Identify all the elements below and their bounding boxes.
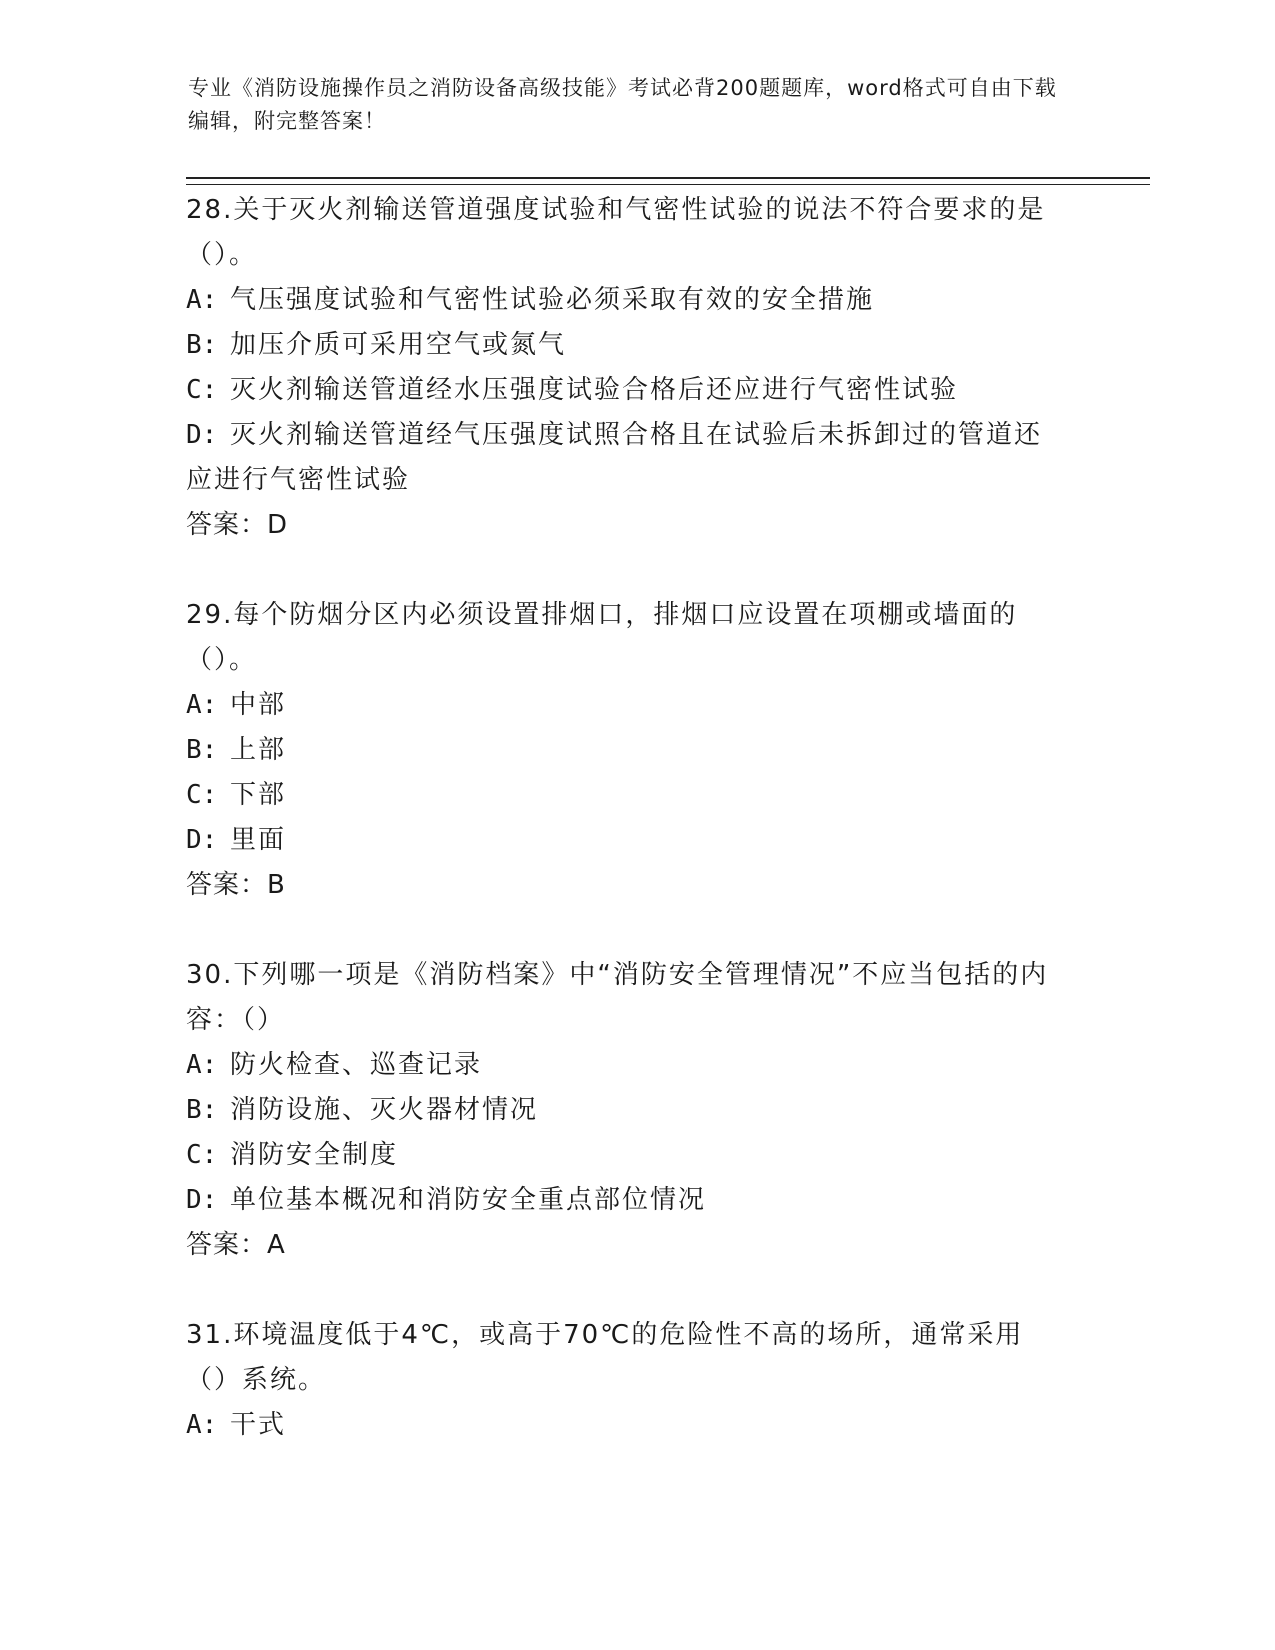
answer-value: B (267, 870, 286, 900)
question-text: 31.环境温度低于4℃，或高于70℃的危险性不高的场所，通常采用（）系统。 (186, 1320, 1024, 1395)
option-letter: C: (186, 780, 218, 810)
answer-label: 答案： (186, 1230, 268, 1260)
option-text: 干式 (230, 1410, 287, 1440)
option-text: 消防安全制度 (230, 1140, 399, 1170)
option-text: 灭火剂输送管道经水压强度试验合格后还应进行气密性试验 (230, 375, 959, 405)
option-d (186, 413, 1066, 503)
option-letter: D: (186, 1185, 218, 1215)
answer-value: A (267, 1230, 286, 1260)
question-list (186, 188, 1066, 1493)
option-text: 消防设施、灭火器材情况 (230, 1095, 539, 1125)
answer-value: D (267, 510, 289, 540)
answer-line (186, 863, 1066, 908)
question-text: 30.下列哪一项是《消防档案》中“消防安全管理情况”不应当包括的内容：（） (186, 960, 1049, 1035)
option-letter: B: (186, 330, 218, 360)
option-b (186, 1088, 1066, 1133)
option-b (186, 323, 1066, 368)
option-letter: D: (186, 420, 218, 450)
answer-line (186, 503, 1066, 548)
option-letter: C: (186, 375, 218, 405)
option-letter: A: (186, 690, 218, 720)
option-letter: A: (186, 1050, 218, 1080)
question-29 (186, 593, 1066, 908)
answer-line (186, 1223, 1066, 1268)
document-header: 专业《消防设施操作员之消防设备高级技能》考试必背200题题库，word格式可自由下载编辑，附完整答案！ (188, 76, 1057, 133)
option-b (186, 728, 1066, 773)
option-letter: D: (186, 825, 218, 855)
option-d (186, 818, 1066, 863)
answer-label: 答案： (186, 870, 268, 900)
option-text: 下部 (230, 780, 287, 810)
option-text: 灭火剂输送管道经气压强度试照合格且在试验后未拆卸过的管道还应进行气密性试验 (186, 420, 1043, 495)
option-a (186, 278, 1066, 323)
option-letter: A: (186, 285, 218, 315)
option-a (186, 683, 1066, 728)
question-28 (186, 188, 1066, 548)
option-letter: A: (186, 1410, 218, 1440)
option-text: 中部 (230, 690, 287, 720)
option-a (186, 1043, 1066, 1088)
option-a (186, 1403, 1066, 1448)
option-text: 上部 (230, 735, 287, 765)
option-letter: B: (186, 1095, 218, 1125)
option-text: 里面 (230, 825, 287, 855)
option-c (186, 773, 1066, 818)
option-text: 单位基本概况和消防安全重点部位情况 (230, 1185, 707, 1215)
option-text: 加压介质可采用空气或氮气 (230, 330, 567, 360)
option-letter: C: (186, 1140, 218, 1170)
header-divider (186, 177, 1150, 185)
option-c (186, 1133, 1066, 1178)
question-text: 29.每个防烟分区内必须设置排烟口，排烟口应设置在项棚或墙面的（）。 (186, 600, 1018, 675)
option-text: 防火检查、巡查记录 (230, 1050, 483, 1080)
option-c (186, 368, 1066, 413)
question-30 (186, 953, 1066, 1268)
question-31 (186, 1313, 1066, 1448)
option-letter: B: (186, 735, 218, 765)
answer-label: 答案： (186, 510, 268, 540)
option-d (186, 1178, 1066, 1223)
option-text: 气压强度试验和气密性试验必须采取有效的安全措施 (230, 285, 875, 315)
question-text: 28.关于灭火剂输送管道强度试验和气密性试验的说法不符合要求的是（）。 (186, 195, 1046, 270)
